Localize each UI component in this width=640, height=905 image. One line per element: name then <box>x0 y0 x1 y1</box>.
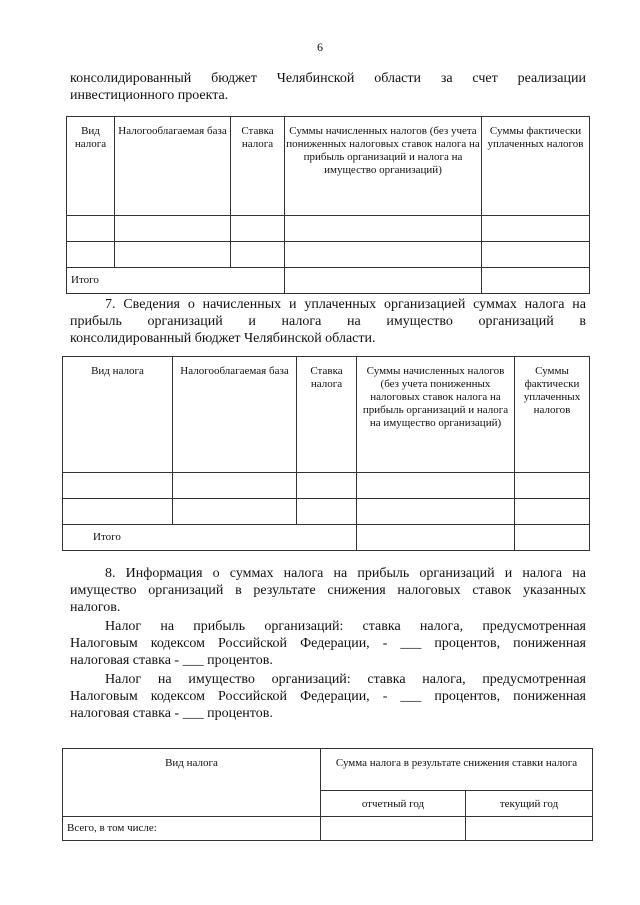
profit-tax-line-3: налоговая ставка - ___ процентов. <box>70 653 273 668</box>
section8-line-3: налогов. <box>70 600 121 615</box>
page-number: 6 <box>317 40 323 54</box>
table-cell[interactable] <box>515 499 590 525</box>
header-accrued-taxes: Суммы начисленных налогов (без учета пониженных налоговых ставок налога на прибыль организаций и налога на имущество организаций) <box>357 357 515 473</box>
table-cell[interactable] <box>63 499 173 525</box>
table-cell[interactable] <box>515 473 590 499</box>
table-cell[interactable] <box>297 473 357 499</box>
profit-tax-line-1: Налог на прибыль организаций: ставка налога, предусмотренная <box>105 619 586 634</box>
table-cell[interactable] <box>285 216 482 242</box>
table-cell[interactable] <box>173 473 297 499</box>
total-label: Итого <box>67 268 285 294</box>
section8-line-2: имущество организаций в результате снижения налоговых ставок указанных <box>70 583 586 598</box>
intro-line-1: консолидированный бюджет Челябинской области за счет реализации <box>70 71 586 86</box>
table-total-row <box>63 525 590 551</box>
property-tax-line-2: Налоговым кодексом Российской Федерации, - ___ процентов, пониженная <box>70 689 586 704</box>
table-row <box>63 499 590 525</box>
table-header-row <box>67 117 590 216</box>
header-tax-base: Налогооблагаемая база <box>173 357 297 473</box>
header-tax-type: Вид налога <box>63 749 321 817</box>
header-accrued-taxes: Суммы начисленных налогов (без учета пониженных налоговых ставок налога на прибыль организаций и налога на имущество организаций) <box>285 117 482 216</box>
section7-line-3: консолидированный бюджет Челябинской области. <box>70 331 376 346</box>
table-cell[interactable] <box>515 525 590 551</box>
table-row <box>67 242 590 268</box>
property-tax-line-1: Налог на имущество организаций: ставка налога, предусмотренная <box>105 672 586 687</box>
table-header-row <box>63 749 593 791</box>
table-cell[interactable] <box>115 216 231 242</box>
table-cell[interactable] <box>231 242 285 268</box>
table-cell[interactable] <box>357 499 515 525</box>
header-tax-type: Вид налога <box>67 117 115 216</box>
table-cell[interactable] <box>67 216 115 242</box>
table-cell[interactable] <box>482 242 590 268</box>
table-cell[interactable] <box>115 242 231 268</box>
header-tax-rate: Ставка налога <box>297 357 357 473</box>
table-tax-accrued-investment <box>66 116 590 294</box>
section7-line-2: прибыль организаций и налога на имущество организаций в <box>70 314 586 329</box>
table-cell[interactable] <box>63 473 173 499</box>
table-tax-reduction <box>62 748 593 841</box>
table-cell[interactable] <box>466 817 593 841</box>
header-tax-type: Вид налога <box>63 357 173 473</box>
table-total-row <box>67 268 590 294</box>
table-cell[interactable] <box>482 268 590 294</box>
intro-line-2: инвестиционного проекта. <box>70 88 229 103</box>
total-label: Итого <box>63 525 357 551</box>
header-reporting-year: отчетный год <box>321 791 466 817</box>
header-paid-taxes: Суммы фактически уплаченных налогов <box>515 357 590 473</box>
table-cell[interactable] <box>297 499 357 525</box>
table-cell[interactable] <box>357 525 515 551</box>
table-cell[interactable] <box>67 242 115 268</box>
table-cell[interactable] <box>321 817 466 841</box>
table-cell[interactable] <box>482 216 590 242</box>
table-tax-accrued-organization <box>62 356 590 551</box>
table-cell[interactable] <box>173 499 297 525</box>
header-sum-reduction: Сумма налога в результате снижения ставки налога <box>321 749 593 791</box>
table-header-row <box>63 357 590 473</box>
table-cell[interactable] <box>357 473 515 499</box>
table-cell[interactable] <box>231 216 285 242</box>
table-cell[interactable] <box>285 268 482 294</box>
property-tax-line-3: налоговая ставка - ___ процентов. <box>70 706 273 721</box>
header-tax-base: Налогооблагаемая база <box>115 117 231 216</box>
table-total-row <box>63 817 593 841</box>
total-label: Всего, в том числе: <box>63 817 321 841</box>
header-current-year: текущий год <box>466 791 593 817</box>
table-cell[interactable] <box>285 242 482 268</box>
header-paid-taxes: Суммы фактически уплаченных налогов <box>482 117 590 216</box>
table-row <box>67 216 590 242</box>
table-row <box>63 473 590 499</box>
section7-line-1: 7. Сведения о начисленных и уплаченных организацией суммах налога на <box>105 297 586 312</box>
profit-tax-line-2: Налоговым кодексом Российской Федерации, - ___ процентов, пониженная <box>70 636 586 651</box>
section8-line-1: 8. Информация о суммах налога на прибыль организаций и налога на <box>105 566 586 581</box>
header-tax-rate: Ставка налога <box>231 117 285 216</box>
